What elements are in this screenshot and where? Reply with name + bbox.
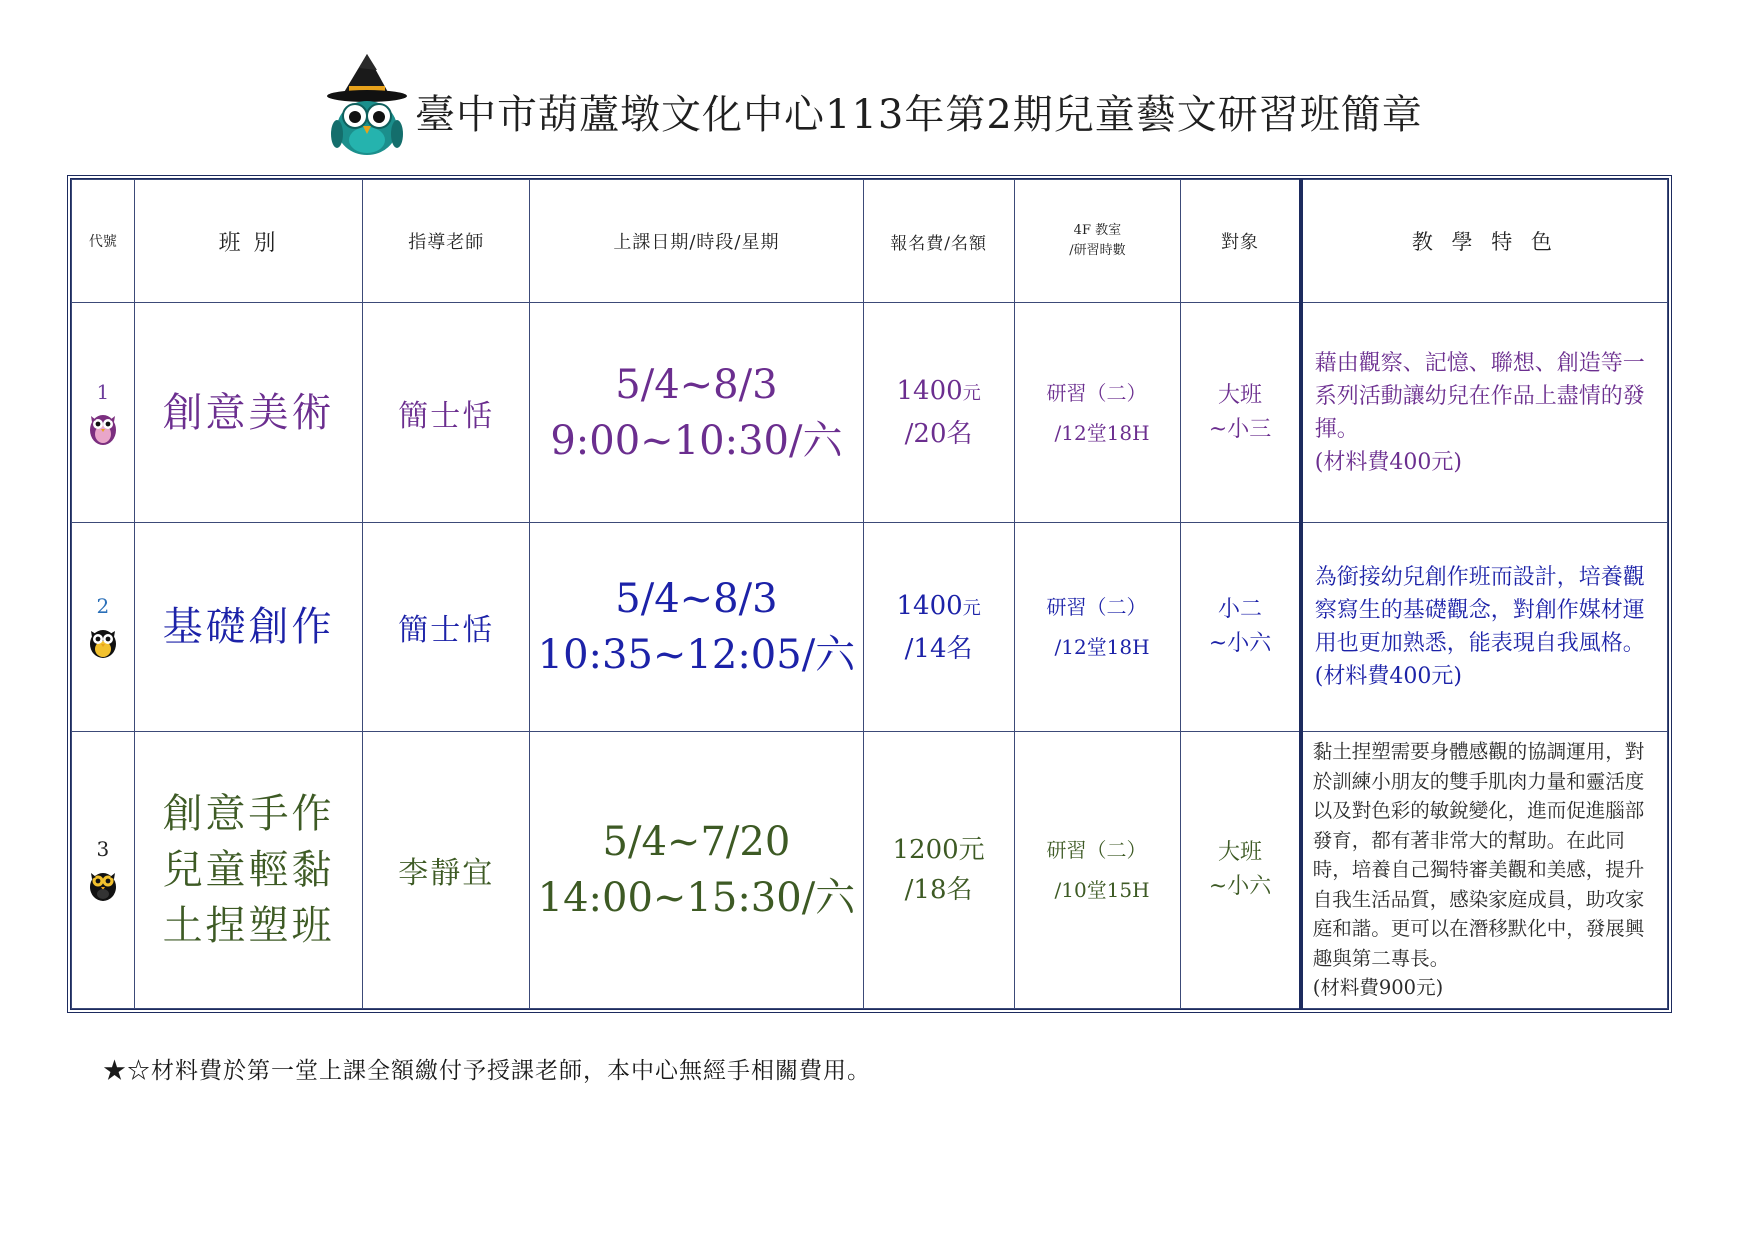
quota: /18名: [904, 874, 973, 905]
yellow-black-owl-icon: [88, 622, 118, 660]
target-cell: [1181, 731, 1301, 1008]
table-header-row: [72, 180, 1668, 303]
target-cell: [1181, 303, 1301, 523]
room-cell: [1014, 523, 1181, 731]
code-cell: [72, 523, 135, 731]
header-target: 對象: [1181, 180, 1301, 303]
room-hours: /10堂15H: [1054, 877, 1150, 902]
class-name-cell: [134, 303, 362, 523]
material-fee: (材料費400元): [1314, 449, 1462, 475]
witch-owl-icon: [325, 52, 411, 156]
date-range: 5/4~8/3: [615, 576, 778, 623]
features-text: 黏土捏塑需要身體感觀的協調運用，對於訓練小朋友的雙手肌肉力量和靈活度以及對色彩的敏銳變化，進而促進腦部發育，都有著非常大的幫助。在此同時，培養自己獨特審美觀和美感，提升自我生活品質，感染家庭成員，助攻家庭和諧。更可以在潛移默化中，發展興趣與第二專長。: [1312, 740, 1645, 970]
fee-unit: 元: [958, 834, 985, 865]
time-day: 14:00~15:30/六: [537, 874, 856, 921]
room-name: 研習（二）: [1046, 837, 1147, 862]
fee-unit: 元: [962, 597, 981, 619]
class-name-line: 兒童輕黏: [162, 846, 335, 893]
fee-amount: 1200: [892, 834, 959, 865]
time-day: 9:00~10:30/六: [550, 417, 843, 464]
header-room-line1: 4F 教室: [1073, 223, 1122, 239]
code-cell: [72, 731, 135, 1008]
room-cell: [1014, 731, 1181, 1008]
header-code: 代號: [72, 180, 135, 303]
black-owl-icon: [88, 865, 118, 903]
footnote: ★☆材料費於第一堂上課全額繳付予授課老師，本中心無經手相關費用。: [103, 1058, 871, 1084]
target-line1: 大班: [1218, 382, 1263, 408]
fee-cell: [863, 731, 1014, 1008]
course-code: 3: [96, 836, 110, 861]
features-text: 藉由觀察、記憶、聯想、創造等一系列活動讓幼兒在作品上盡情的發揮。: [1314, 350, 1645, 442]
fee-unit: 元: [962, 383, 981, 405]
course-code: 1: [96, 379, 110, 404]
course-code: 2: [96, 594, 110, 619]
class-name-line: 創意美術: [162, 389, 335, 436]
schedule-cell: [530, 731, 864, 1008]
table-row: [72, 731, 1668, 1008]
schedule-cell: [530, 303, 864, 523]
class-name-cell: [134, 731, 362, 1008]
header-teacher: 指導老師: [363, 180, 530, 303]
class-name-line: 創意手作: [162, 790, 335, 837]
date-range: 5/4~7/20: [602, 818, 791, 865]
target-line2: ~小三: [1208, 416, 1272, 442]
page-title: 臺中市葫蘆墩文化中心113年第2期兒童藝文研習班簡章: [415, 91, 1423, 138]
schedule-cell: [530, 523, 864, 731]
material-fee: (材料費900元): [1312, 976, 1444, 1000]
features-cell: [1301, 731, 1668, 1008]
header-room-line2: /研習時數: [1069, 243, 1126, 259]
fee-amount: 1400: [896, 376, 963, 407]
teacher-name: 簡士恬: [363, 303, 530, 523]
features-cell: [1301, 523, 1668, 731]
date-range: 5/4~8/3: [615, 361, 778, 408]
features-cell: [1301, 303, 1668, 523]
class-name-line: 基礎創作: [162, 604, 335, 651]
room-name: 研習（二）: [1046, 595, 1147, 620]
pink-owl-icon: [88, 408, 118, 446]
code-cell: [72, 303, 135, 523]
room-hours: /12堂18H: [1054, 420, 1150, 445]
header-schedule: 上課日期/時段/星期: [530, 180, 864, 303]
course-table: [67, 175, 1672, 1013]
class-name-cell: [134, 523, 362, 731]
quota: /20名: [904, 419, 973, 450]
target-line2: ~小六: [1208, 631, 1272, 657]
fee-cell: [863, 523, 1014, 731]
table-row: [72, 303, 1668, 523]
room-hours: /12堂18H: [1054, 635, 1150, 660]
target-line1: 大班: [1218, 839, 1263, 865]
fee-cell: [863, 303, 1014, 523]
room-name: 研習（二）: [1046, 380, 1147, 405]
target-line2: ~小六: [1208, 873, 1272, 899]
header-features: 教 學 特 色: [1301, 180, 1668, 303]
page-header: [325, 52, 1423, 156]
table-row: [72, 523, 1668, 731]
header-class: 班 別: [134, 180, 362, 303]
teacher-name: 李靜宜: [363, 731, 530, 1008]
header-room: [1014, 180, 1181, 303]
target-line1: 小二: [1218, 597, 1263, 623]
teacher-name: 簡士恬: [363, 523, 530, 731]
quota: /14名: [904, 633, 973, 664]
features-text: 為銜接幼兒創作班而設計，培養觀察寫生的基礎觀念，對創作媒材運用也更加熟悉，能表現自我風格。: [1314, 565, 1645, 657]
material-fee: (材料費400元): [1314, 664, 1462, 690]
header-fee: 報名費/名額: [863, 180, 1014, 303]
target-cell: [1181, 523, 1301, 731]
time-day: 10:35~12:05/六: [537, 632, 856, 679]
room-cell: [1014, 303, 1181, 523]
class-name-line: 土捏塑班: [162, 902, 335, 949]
fee-amount: 1400: [896, 590, 963, 621]
